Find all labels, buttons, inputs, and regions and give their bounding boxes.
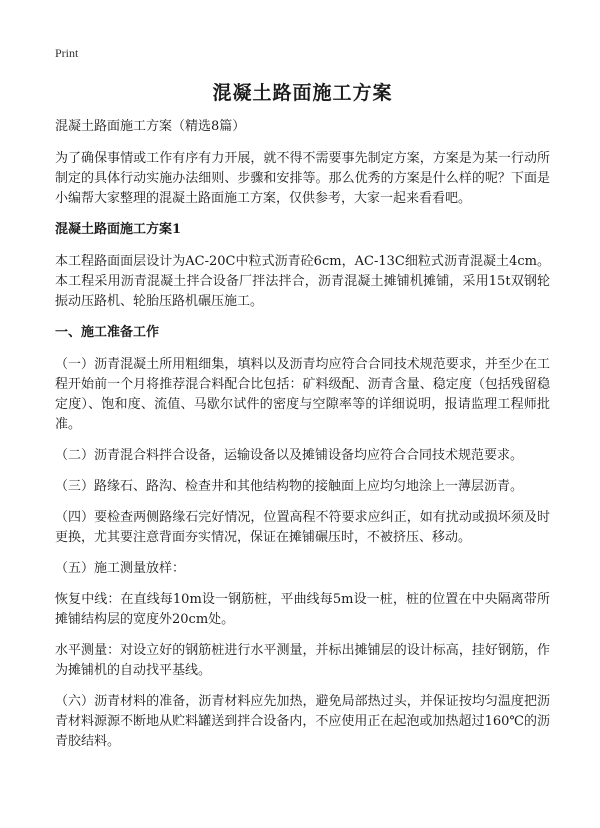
intro-paragraph: 为了确保事情或工作有序有力开展，就不得不需要事先制定方案，方案是为某一行动所制定的具体行动实施办法细则、步骤和安排等。那么优秀的方案是什么样的呢？下面是小编帮大家整理的混凝土路面施工方案，仅供参考，大家一起来看看吧。 (55, 151, 550, 206)
section1-paragraph: 本工程路面面层设计为AC-20C中粒式沥青砼6cm，AC-13C细粒式沥青混凝土4cm。本工程采用沥青混凝土拌合设备厂拌法拌合，沥青混凝土摊铺机摊铺，采用15t双钢轮振动压路机、轮胎压路机碾压施工。 (55, 254, 550, 309)
prep-item-2: （二）沥青混合料拌合设备，运输设备以及摊铺设备均应符合合同技术规范要求。 (55, 448, 524, 463)
prep-item-6: （六）沥青材料的准备，沥青材料应先加热，避免局部热过头，并保证按均匀温度把沥青材料源源不断地从贮料罐送到拌合设备内，不应使用正在起泡或加热超过160℃的沥青胶结料。 (55, 694, 550, 749)
survey-level: 水平测量：对设立好的钢筋桩进行水平测量，并标出摊铺层的设计标高，挂好钢筋，作为摊铺机的自动找平基线。 (55, 643, 550, 678)
print-link[interactable]: Print (55, 46, 79, 60)
survey-centerline: 恢复中线：在直线每10m设一钢筋桩，平曲线每5m设一桩，桩的位置在中央隔离带所摊铺结构层的宽度外20cm处。 (55, 592, 550, 627)
prep-heading: 一、施工准备工作 (55, 325, 160, 340)
section-heading-1: 混凝土路面施工方案1 (55, 222, 182, 237)
prep-item-1: （一）沥青混凝土所用粗细集，填料以及沥青均应符合合同技术规范要求，并至少在工程开始前一个月将推荐混合料配合比包括：矿料级配、沥青含量、稳定度（包括残留稳定度）、饱和度、流值、马歇尔试件的密度与空隙率等的详细说明，报请监理工程师批准。 (55, 357, 550, 432)
document-body (55, 78, 550, 763)
page-title: 混凝土路面施工方案 (212, 82, 393, 104)
prep-item-3: （三）路缘石、路沟、检查井和其他结构物的接触面上应均匀地涂上一薄层沥青。 (55, 479, 524, 494)
prep-item-5: （五）施工测量放样： (55, 561, 186, 576)
prep-item-4: （四）要检查两侧路缘石完好情况，位置高程不符要求应纠正，如有扰动或损坏须及时更换，尤其要注意背面夯实情况，保证在摊铺碾压时，不被挤压、移动。 (55, 510, 550, 545)
document-subtitle: 混凝土路面施工方案（精选8篇） (55, 119, 246, 134)
